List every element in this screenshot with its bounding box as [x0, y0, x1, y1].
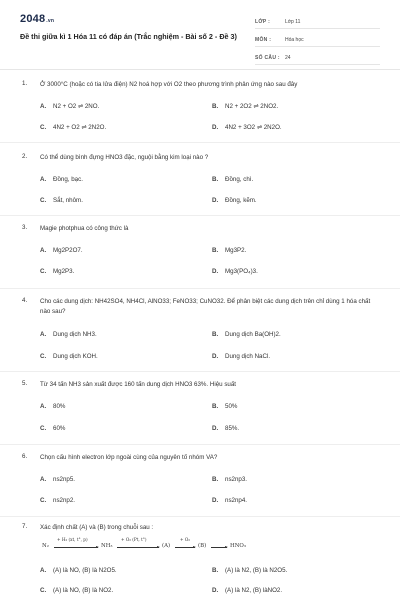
option-letter: B. [212, 103, 219, 110]
option-text: 50% [225, 403, 238, 410]
logo-suffix: .vn [46, 18, 55, 24]
option-d[interactable] [212, 425, 239, 432]
option-letter: D. [212, 497, 219, 504]
meta-value: Hóa học [285, 36, 304, 43]
chain-node: (B) [198, 543, 207, 549]
reaction-chain [40, 537, 260, 554]
chain-node: HNO₃ [230, 543, 246, 549]
meta-row-class [255, 15, 380, 29]
option-letter: B. [212, 403, 219, 410]
option-text: ns2np5. [53, 476, 76, 483]
option-d[interactable] [212, 124, 282, 131]
option-text: 4N2 + O2 ⇌ 2N2O. [53, 124, 107, 131]
option-c[interactable] [40, 497, 75, 504]
question-text: Cho các dung dịch: NH42SO4, NH4Cl, AlNO33; FeNO33; CuNO32. Để phân biệt các dung dịch trên chỉ dùng 1 hóa chất nào sau? [40, 298, 371, 315]
option-text: ns2np3. [225, 476, 248, 483]
option-letter: D. [212, 587, 219, 594]
question-divider [0, 516, 400, 517]
question-number: 2. [22, 153, 28, 160]
option-text: Dung dịch NH3. [53, 331, 97, 338]
option-text: 80% [53, 403, 66, 410]
site-logo[interactable] [20, 13, 54, 25]
option-c[interactable] [40, 124, 106, 131]
option-a[interactable] [40, 331, 97, 338]
option-text: N2 + 2O2 ⇌ 2NO2. [225, 103, 279, 110]
arrow-icon [54, 547, 98, 548]
option-letter: C. [40, 124, 47, 131]
option-letter: C. [40, 587, 47, 594]
option-text: N2 + O2 ⇌ 2NO. [53, 103, 100, 110]
option-letter: B. [212, 476, 219, 483]
chain-node: NH₃ [101, 543, 113, 549]
meta-row-subject [255, 33, 380, 47]
option-text: Mg3P2. [225, 247, 247, 254]
option-text: ns2np2. [53, 497, 76, 504]
question-number: 3. [22, 224, 28, 231]
option-d[interactable] [212, 268, 258, 275]
option-letter: D. [212, 268, 219, 275]
option-text: ns2np4. [225, 497, 248, 504]
option-a[interactable] [40, 176, 83, 183]
question-text: Magie photphua có công thức là [40, 225, 129, 232]
question-text: Từ 34 tấn NH3 sản xuất được 160 tấn dung dịch HNO3 63%. Hiệu suất [40, 381, 237, 388]
option-letter: D. [212, 353, 219, 360]
option-text: Đồng, chì. [225, 176, 254, 183]
question-divider [0, 288, 400, 289]
question-number: 7. [22, 523, 28, 530]
arrow-icon [211, 547, 227, 548]
option-letter: A. [40, 176, 47, 183]
option-letter: B. [212, 567, 219, 574]
option-text: Dung dịch KOH. [53, 353, 98, 360]
option-a[interactable] [40, 567, 117, 574]
option-text: (A) là N2, (B) làNO2. [225, 587, 283, 594]
option-text: Dung dịch NaCl. [225, 353, 271, 360]
option-letter: C. [40, 425, 47, 432]
question-divider [0, 142, 400, 143]
question-text: Chọn cấu hình electron lớp ngoài cùng của nguyên tố nhóm VA? [40, 454, 218, 461]
option-c[interactable] [40, 425, 65, 432]
option-b[interactable] [212, 331, 281, 338]
option-letter: A. [40, 103, 47, 110]
question-number: 4. [22, 297, 28, 304]
option-b[interactable] [212, 103, 278, 110]
option-text: Dung dịch Ba(OH)2. [225, 331, 281, 338]
meta-value: Lớp 11 [285, 18, 301, 25]
arrow-icon [175, 547, 195, 548]
option-a[interactable] [40, 103, 99, 110]
option-d[interactable] [212, 353, 270, 360]
header [0, 0, 400, 60]
option-c[interactable] [40, 197, 83, 204]
question-text: Xác định chất (A) và (B) trong chuỗi sau : [40, 524, 154, 531]
option-b[interactable] [212, 476, 247, 483]
option-text: Mg2P3. [53, 268, 75, 275]
option-letter: A. [40, 247, 47, 254]
option-a[interactable] [40, 476, 75, 483]
meta-value: 24 [285, 54, 291, 61]
arrow-icon [117, 547, 159, 548]
option-a[interactable] [40, 247, 83, 254]
option-d[interactable] [212, 497, 247, 504]
option-a[interactable] [40, 403, 65, 410]
question-number: 1. [22, 80, 28, 87]
option-letter: B. [212, 247, 219, 254]
option-letter: A. [40, 567, 47, 574]
meta-row-count [255, 51, 380, 65]
option-letter: D. [212, 197, 219, 204]
question-divider [0, 371, 400, 372]
header-divider [0, 69, 400, 70]
option-text: 4N2 + 3O2 ⇌ 2N2O. [225, 124, 282, 131]
option-letter: A. [40, 403, 47, 410]
chain-node: N₂ [42, 543, 49, 549]
option-letter: C. [40, 353, 47, 360]
question-divider [0, 444, 400, 445]
option-text: 85%. [225, 425, 240, 432]
exam-title: Đề thi giữa kì 1 Hóa 11 có đáp án (Trắc nghiệm - Bài số 2 - Đề 3) [20, 32, 237, 41]
option-letter: B. [212, 176, 219, 183]
option-text: (A) là N2, (B) là N2O5. [225, 567, 288, 574]
meta-label: SỐ CÂU : [255, 54, 280, 61]
option-text: (A) là NO, (B) là N2O5. [53, 567, 117, 574]
option-letter: C. [40, 197, 47, 204]
exam-meta [255, 15, 380, 65]
option-d[interactable] [212, 197, 257, 204]
meta-label: LỚP : [255, 18, 271, 25]
option-c[interactable] [40, 587, 113, 594]
option-d[interactable] [212, 587, 282, 594]
question-text: Ở 3000°C (hoặc có tia lửa điện) N2 hoá hợp với O2 theo phương trình phản ứng nào sau đây [40, 81, 298, 88]
option-text: Mg2P2O7. [53, 247, 83, 254]
option-c[interactable] [40, 268, 74, 275]
option-b[interactable] [212, 567, 287, 574]
question-text: Có thể dùng bình đựng HNO3 đặc, nguội bằng kim loại nào ? [40, 154, 209, 161]
arrow-label: + O₂ [180, 537, 190, 542]
option-text: Đồng, bạc. [53, 176, 83, 183]
option-text: (A) là NO, (B) là NO2. [53, 587, 114, 594]
option-text: 60% [53, 425, 66, 432]
option-letter: A. [40, 476, 47, 483]
option-b[interactable] [212, 403, 237, 410]
option-letter: B. [212, 331, 219, 338]
question-number: 5. [22, 380, 28, 387]
option-letter: A. [40, 331, 47, 338]
option-c[interactable] [40, 353, 98, 360]
option-letter: D. [212, 124, 219, 131]
option-b[interactable] [212, 247, 246, 254]
option-b[interactable] [212, 176, 253, 183]
option-text: Sắt, nhôm. [53, 197, 83, 204]
chain-node: (A) [162, 543, 171, 549]
question-divider [0, 215, 400, 216]
question-number: 6. [22, 453, 28, 460]
meta-label: MÔN : [255, 36, 272, 43]
option-letter: C. [40, 497, 47, 504]
option-letter: C. [40, 268, 47, 275]
option-text: Mg3(PO₄)3. [225, 268, 258, 275]
option-text: Đồng, kẽm. [225, 197, 257, 204]
arrow-label: + H₂ (xt, t°, p) [57, 537, 88, 542]
logo-text: 2048 [20, 13, 46, 25]
arrow-label: + O₂ (Pt, t°) [121, 537, 147, 542]
option-letter: D. [212, 425, 219, 432]
